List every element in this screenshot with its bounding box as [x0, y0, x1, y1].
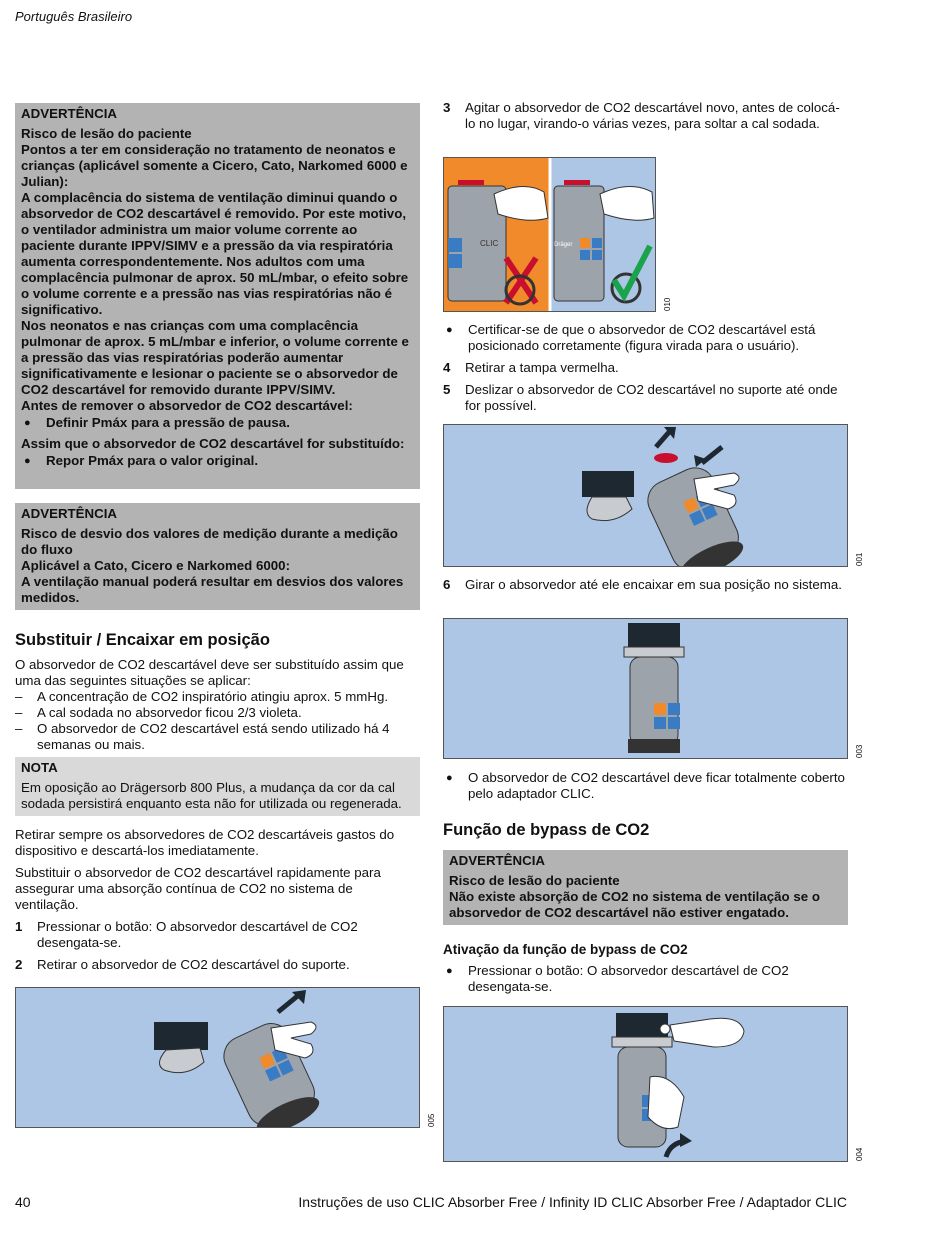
warning-line: Risco de lesão do paciente	[449, 873, 620, 888]
dash-item: – O absorvedor de CO2 descartável está sendo utilizado há 4 semanas ou mais.	[15, 721, 420, 753]
warning-line: Assim que o absorvedor de CO2 descartável for substituído:	[21, 436, 405, 451]
brand-label: Dräger	[554, 242, 573, 248]
bullet-text: O absorvedor de CO2 descartável deve ficar totalmente coberto pelo adaptador CLIC.	[468, 770, 845, 801]
step-item	[15, 919, 420, 951]
warning-box-1	[15, 103, 420, 489]
warning-line: Nos neonatos e nas crianças com uma complacência pulmonar de aprox. 5 mL/mbar e inferior, o volume corrente e a pressão das vias respiratórias poderão aumentar significativamente e lesionar o paciente se o absorvedor de CO2 descartável for removido durante IPPV/SIMV.	[21, 318, 409, 397]
step-item	[443, 577, 848, 593]
warning-box-2	[15, 503, 420, 610]
step-text: Pressionar o botão: O absorvedor descartável de CO2 desengata-se.	[37, 919, 358, 950]
figure-number: 005	[427, 1113, 436, 1127]
bullet-text: Pressionar o botão: O absorvedor descartável de CO2 desengata-se.	[468, 963, 789, 994]
figure-remove-absorber	[15, 987, 420, 1128]
warning-box-3	[443, 850, 848, 925]
footer-title: Instruções de uso CLIC Absorber Free / Infinity ID CLIC Absorber Free / Adaptador CLIC	[298, 1194, 847, 1210]
dash-item: – A concentração de CO2 inspiratório atingiu aprox. 5 mmHg.	[15, 689, 389, 704]
dash-text: O absorvedor de CO2 descartável está sendo utilizado há 4 semanas ou mais.	[37, 721, 390, 752]
subsection-title: Ativação da função de bypass de CO2	[443, 942, 688, 957]
warning-title: ADVERTÊNCIA	[21, 506, 118, 521]
step-item	[443, 360, 848, 376]
right-column-mid	[443, 321, 848, 414]
step-item	[443, 382, 848, 414]
step-number: 4	[443, 360, 451, 375]
absorber-orientation-illustration	[444, 158, 656, 312]
bypass-illustration	[444, 1007, 848, 1162]
step-item	[443, 100, 848, 132]
bullet-item	[443, 963, 848, 995]
bullet-icon: ●	[446, 324, 453, 336]
warning-bullet	[21, 415, 414, 431]
dash-item: – A cal sodada no absorvedor ficou 2/3 violeta.	[15, 705, 302, 720]
step-number: 1	[15, 919, 23, 934]
step-number: 3	[443, 100, 451, 115]
section-title: Substituir / Encaixar em posição	[15, 631, 270, 649]
warning-line: Aplicável a Cato, Cicero e Narkomed 6000:	[21, 558, 291, 573]
right-step6	[443, 577, 848, 593]
bullet-item	[443, 322, 848, 354]
clic-label: CLIC	[480, 239, 499, 248]
absorber-locked-illustration	[444, 619, 848, 759]
step-text: Retirar a tampa vermelha.	[465, 360, 619, 375]
warning-line: Pontos a ter em consideração no tratamento de neonatos e crianças (aplicável somente a Cicero, Cato, Narkomed 6000 e Julian):	[21, 142, 408, 189]
warning-line: Risco de desvio dos valores de medição durante a medição do fluxo	[21, 526, 398, 557]
bullet-text: Repor Pmáx para o valor original.	[46, 453, 259, 468]
note-title: NOTA	[21, 760, 58, 775]
step-text: Retirar o absorvedor de CO2 descartável do suporte.	[37, 957, 350, 972]
figure-number: 004	[855, 1147, 864, 1161]
warning-title: ADVERTÊNCIA	[449, 853, 546, 868]
warning-bullet	[21, 453, 414, 469]
bullet-icon: ●	[24, 417, 31, 429]
step-text: Agitar o absorvedor de CO2 descartável novo, antes de colocá-lo no lugar, virando-o várias vezes, para soltar a cal sodada.	[465, 100, 840, 131]
note-text: Em oposição ao Drägersorb 800 Plus, a mudança da cor da cal sodada persistirá enquanto esta não for utilizada ou regenerada.	[21, 780, 402, 811]
warning-line: Risco de lesão do paciente	[21, 126, 192, 141]
dash-text: A cal sodada no absorvedor ficou 2/3 violeta.	[37, 705, 302, 720]
figure-bypass	[443, 1006, 848, 1162]
bullet-item	[443, 770, 848, 802]
paragraph: Substituir o absorvedor de CO2 descartável rapidamente para assegurar uma absorção contínua de CO2 no sistema de ventilação.	[15, 865, 381, 912]
step-text: Deslizar o absorvedor de CO2 descartável no suporte até onde for possível.	[465, 382, 838, 413]
warning-title: ADVERTÊNCIA	[21, 106, 118, 121]
warning-line: Antes de remover o absorvedor de CO2 descartável:	[21, 398, 353, 413]
dash-text: A concentração de CO2 inspiratório atingiu aprox. 5 mmHg.	[37, 689, 389, 704]
warning-line: A complacência do sistema de ventilação diminui quando o absorvedor de CO2 descartável é removido. Por este motivo, o ventilador administra um maior volume corrente ao paciente durante IPPV/SIMV e a pressão da via respiratória aumenta correspondentemente. Nos adultos com uma complacência pulmonar de aprox. 50 mL/mbar, o efeito sobre o volume corrente e a pressão nas vias respiratórias não é significativo.	[21, 190, 409, 317]
absorber-insertion-illustration	[444, 425, 848, 567]
bullet-text: Definir Pmáx para a pressão de pausa.	[46, 415, 290, 430]
bullet-icon: ●	[24, 455, 31, 467]
figure-number: 010	[663, 297, 672, 311]
page-number: 40	[15, 1194, 31, 1210]
warning-line: Não existe absorção de CO2 no sistema de ventilação se o absorvedor de CO2 descartável não estiver engatado.	[449, 889, 820, 920]
figure-insert-absorber	[443, 424, 848, 567]
header-language: Português Brasileiro	[15, 9, 133, 24]
right-column-bottom	[443, 769, 848, 996]
note-box	[15, 757, 420, 816]
warning-line: A ventilação manual poderá resultar em desvios dos valores medidos.	[21, 574, 404, 605]
paragraph: Retirar sempre os absorvedores de CO2 descartáveis gastos do dispositivo e descartá-los imediatamente.	[15, 827, 395, 858]
intro-paragraph: O absorvedor de CO2 descartável deve ser substituído assim que uma das seguintes situações se aplicar:	[15, 657, 404, 688]
section-title: Função de bypass de CO2	[443, 821, 650, 839]
absorber-removal-illustration	[16, 988, 420, 1128]
bullet-icon: ●	[446, 772, 453, 784]
left-column	[15, 103, 420, 973]
figure-number: 003	[855, 744, 864, 758]
figure-number: 001	[855, 552, 864, 566]
step-number: 6	[443, 577, 451, 592]
bullet-text: Certificar-se de que o absorvedor de CO2 descartável está posicionado corretamente (figura virada para o usuário).	[468, 322, 816, 353]
right-column-top	[443, 100, 848, 132]
step-number: 2	[15, 957, 23, 972]
step-item	[15, 957, 420, 973]
step-text: Girar o absorvedor até ele encaixar em sua posição no sistema.	[465, 577, 842, 592]
figure-locked-absorber	[443, 618, 848, 759]
figure-shake-absorber	[443, 157, 656, 312]
step-number: 5	[443, 382, 451, 397]
bullet-icon: ●	[446, 965, 453, 977]
